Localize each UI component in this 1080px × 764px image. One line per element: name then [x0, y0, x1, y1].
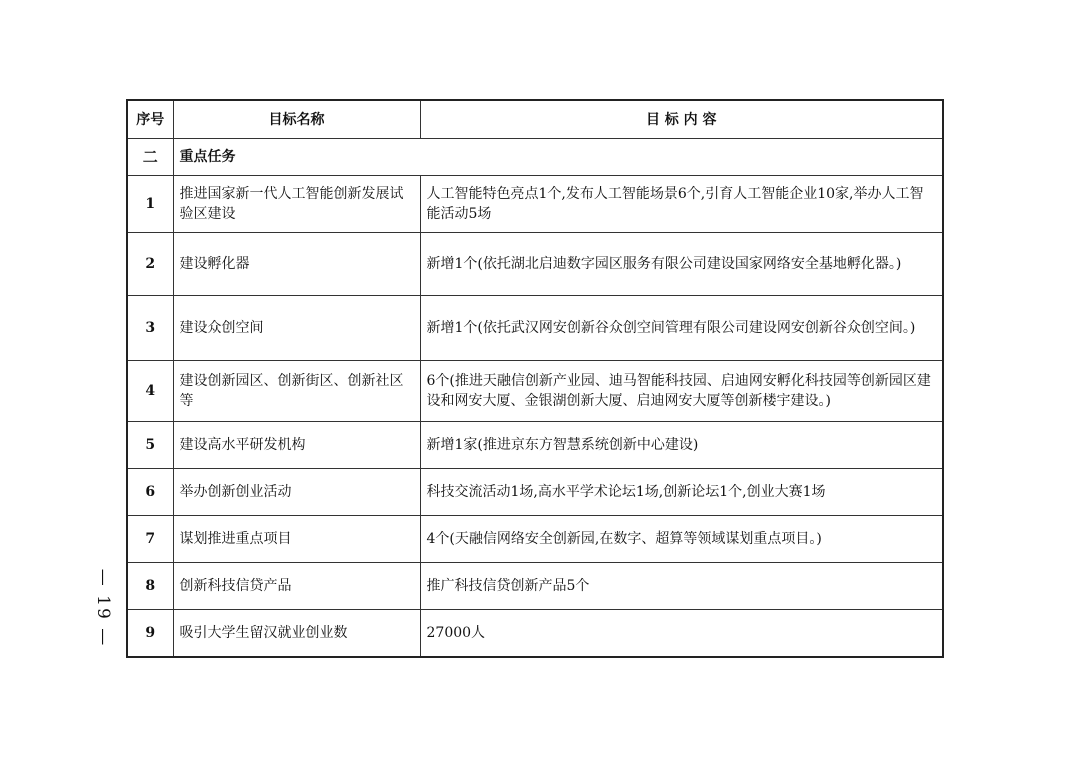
header-name: 目标名称	[173, 100, 420, 139]
row-content: 科技交流活动1场,高水平学术论坛1场,创新论坛1个,创业大赛1场	[420, 469, 943, 516]
row-index: 7	[127, 516, 173, 563]
row-index: 1	[127, 176, 173, 233]
page-number	[88, 568, 118, 648]
row-index: 6	[127, 469, 173, 516]
row-name: 创新科技信贷产品	[173, 563, 420, 610]
table-row	[127, 422, 943, 469]
row-index: 8	[127, 563, 173, 610]
table-row	[127, 610, 943, 658]
row-content: 新增1个(依托武汉网安创新谷众创空间管理有限公司建设网安创新谷众创空间。)	[420, 296, 943, 361]
header-content: 目 标 内 容	[420, 100, 943, 139]
section-title: 重点任务	[173, 139, 943, 176]
table-row	[127, 516, 943, 563]
row-name: 举办创新创业活动	[173, 469, 420, 516]
row-content: 新增1个(依托湖北启迪数字园区服务有限公司建设国家网络安全基地孵化器。)	[420, 233, 943, 296]
table-row	[127, 176, 943, 233]
table-row	[127, 361, 943, 422]
row-name: 建设众创空间	[173, 296, 420, 361]
row-content: 新增1家(推进京东方智慧系统创新中心建设)	[420, 422, 943, 469]
page-number-text: — 19 —	[93, 568, 114, 648]
row-index: 4	[127, 361, 173, 422]
row-content: 6个(推进天融信创新产业园、迪马智能科技园、启迪网安孵化科技园等创新园区建设和网安大厦、金银湖创新大厦、启迪网安大厦等创新楼宇建设。)	[420, 361, 943, 422]
table-row	[127, 233, 943, 296]
header-index: 序号	[127, 100, 173, 139]
row-content: 人工智能特色亮点1个,发布人工智能场景6个,引育人工智能企业10家,举办人工智能活动5场	[420, 176, 943, 233]
row-name: 谋划推进重点项目	[173, 516, 420, 563]
row-name: 吸引大学生留汉就业创业数	[173, 610, 420, 658]
table-row	[127, 563, 943, 610]
row-index: 3	[127, 296, 173, 361]
targets-table	[126, 99, 944, 658]
row-name: 建设创新园区、创新街区、创新社区等	[173, 361, 420, 422]
section-index: 二	[127, 139, 173, 176]
table-header-row	[127, 100, 943, 139]
row-name: 建设孵化器	[173, 233, 420, 296]
row-index: 5	[127, 422, 173, 469]
row-name: 建设高水平研发机构	[173, 422, 420, 469]
row-content: 27000人	[420, 610, 943, 658]
table-row	[127, 469, 943, 516]
row-index: 2	[127, 233, 173, 296]
row-index: 9	[127, 610, 173, 658]
row-name: 推进国家新一代人工智能创新发展试验区建设	[173, 176, 420, 233]
table-row	[127, 296, 943, 361]
row-content: 4个(天融信网络安全创新园,在数字、超算等领域谋划重点项目。)	[420, 516, 943, 563]
row-content: 推广科技信贷创新产品5个	[420, 563, 943, 610]
section-row	[127, 139, 943, 176]
